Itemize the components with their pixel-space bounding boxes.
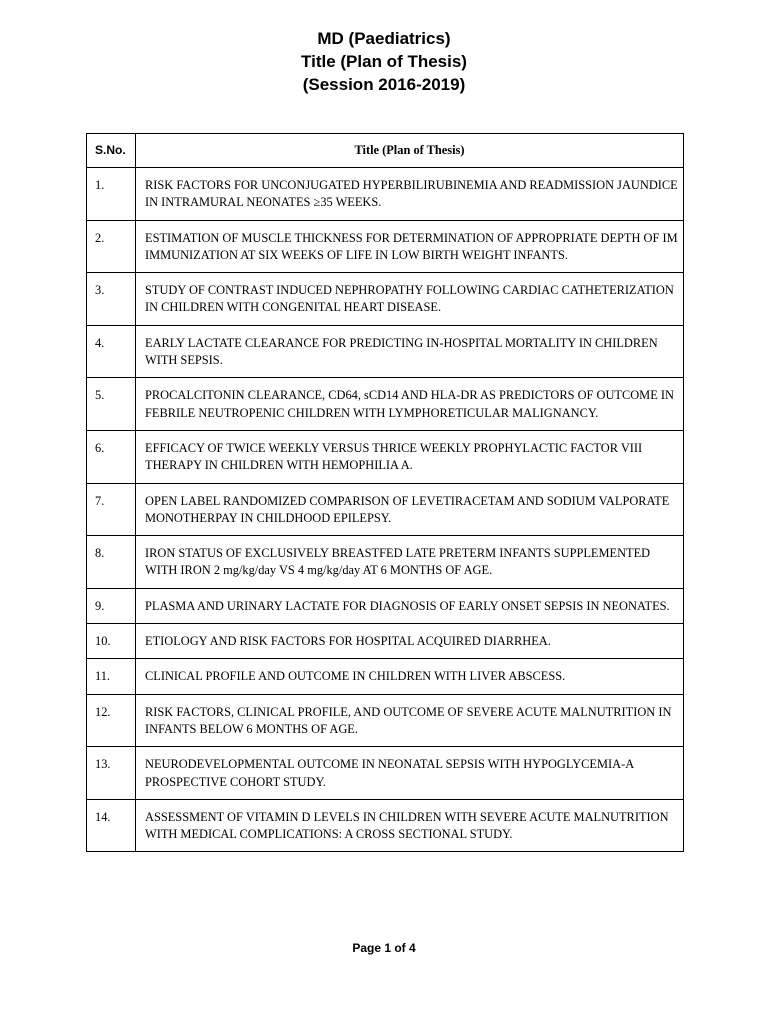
section-title: Title (Plan of Thesis)	[301, 52, 467, 71]
table-row	[87, 694, 684, 747]
serial-number-cell: 6.	[87, 430, 136, 483]
table-row	[87, 168, 684, 221]
thesis-title-cell: EARLY LACTATE CLEARANCE FOR PREDICTING IN-HOSPITAL MORTALITY IN CHILDREN WITH SEPSIS.	[136, 325, 684, 378]
thesis-title-cell: CLINICAL PROFILE AND OUTCOME IN CHILDREN WITH LIVER ABSCESS.	[136, 659, 684, 694]
session-title: (Session 2016-2019)	[302, 75, 466, 94]
serial-number-cell: 1.	[87, 168, 136, 221]
table-row	[87, 624, 684, 659]
table-row	[87, 220, 684, 273]
table-row	[87, 536, 684, 589]
table-row	[87, 747, 684, 800]
serial-number-cell: 8.	[87, 536, 136, 589]
course-title: MD (Paediatrics)	[317, 29, 451, 48]
thesis-title-cell: ASSESSMENT OF VITAMIN D LEVELS IN CHILDREN WITH SEVERE ACUTE MALNUTRITION WITH MEDICAL COMPLICATIONS: A CROSS SECTIONAL STUDY.	[136, 799, 684, 852]
table-header-row	[87, 134, 684, 168]
thesis-title-cell: PLASMA AND URINARY LACTATE FOR DIAGNOSIS OF EARLY ONSET SEPSIS IN NEONATES.	[136, 588, 684, 623]
serial-number-cell: 4.	[87, 325, 136, 378]
serial-number-cell: 11.	[87, 659, 136, 694]
serial-number-cell: 3.	[87, 273, 136, 326]
thesis-title-cell: PROCALCITONIN CLEARANCE, CD64, sCD14 AND HLA-DR AS PREDICTORS OF OUTCOME IN FEBRILE NEUTROPENIC CHILDREN WITH LYMPHORETICULAR MALIGNANCY.	[136, 378, 684, 431]
thesis-title-cell: STUDY OF CONTRAST INDUCED NEPHROPATHY FOLLOWING CARDIAC CATHETERIZATION IN CHILDREN WITH CONGENITAL HEART DISEASE.	[136, 273, 684, 326]
table-row	[87, 273, 684, 326]
table-row	[87, 378, 684, 431]
table-row	[87, 659, 684, 694]
thesis-title-cell: IRON STATUS OF EXCLUSIVELY BREASTFED LATE PRETERM INFANTS SUPPLEMENTED WITH IRON 2 mg/kg/day VS 4 mg/kg/day AT 6 MONTHS OF AGE.	[136, 536, 684, 589]
serial-number-cell: 9.	[87, 588, 136, 623]
table-row	[87, 483, 684, 536]
serial-number-cell: 12.	[87, 694, 136, 747]
thesis-title-cell: EFFICACY OF TWICE WEEKLY VERSUS THRICE WEEKLY PROPHYLACTIC FACTOR VIII THERAPY IN CHILDREN WITH HEMOPHILIA A.	[136, 430, 684, 483]
thesis-title-cell: ESTIMATION OF MUSCLE THICKNESS FOR DETERMINATION OF APPROPRIATE DEPTH OF IM IMMUNIZATION AT SIX WEEKS OF LIFE IN LOW BIRTH WEIGHT INFANTS.	[136, 220, 684, 273]
serial-number-cell: 10.	[87, 624, 136, 659]
serial-number-cell: 13.	[87, 747, 136, 800]
thesis-title-cell: RISK FACTORS FOR UNCONJUGATED HYPERBILIRUBINEMIA AND READMISSION JAUNDICE IN INTRAMURAL NEONATES ≥35 WEEKS.	[136, 168, 684, 221]
table-row	[87, 325, 684, 378]
page-number: Page 1 of 4	[352, 941, 416, 955]
document-heading	[0, 27, 768, 96]
serial-number-cell: 2.	[87, 220, 136, 273]
thesis-title-cell: RISK FACTORS, CLINICAL PROFILE, AND OUTCOME OF SEVERE ACUTE MALNUTRITION IN INFANTS BELOW 6 MONTHS OF AGE.	[136, 694, 684, 747]
table-row	[87, 430, 684, 483]
column-header-sno: S.No.	[87, 134, 136, 168]
thesis-table	[86, 133, 684, 852]
thesis-title-cell: NEURODEVELOPMENTAL OUTCOME IN NEONATAL SEPSIS WITH HYPOGLYCEMIA-A PROSPECTIVE COHORT STUDY.	[136, 747, 684, 800]
serial-number-cell: 14.	[87, 799, 136, 852]
table-row	[87, 588, 684, 623]
serial-number-cell: 5.	[87, 378, 136, 431]
table-row	[87, 799, 684, 852]
column-header-title: Title (Plan of Thesis)	[136, 134, 684, 168]
serial-number-cell: 7.	[87, 483, 136, 536]
thesis-title-cell: OPEN LABEL RANDOMIZED COMPARISON OF LEVETIRACETAM AND SODIUM VALPORATE MONOTHERPAY IN CHILDHOOD EPILEPSY.	[136, 483, 684, 536]
thesis-title-cell: ETIOLOGY AND RISK FACTORS FOR HOSPITAL ACQUIRED DIARRHEA.	[136, 624, 684, 659]
